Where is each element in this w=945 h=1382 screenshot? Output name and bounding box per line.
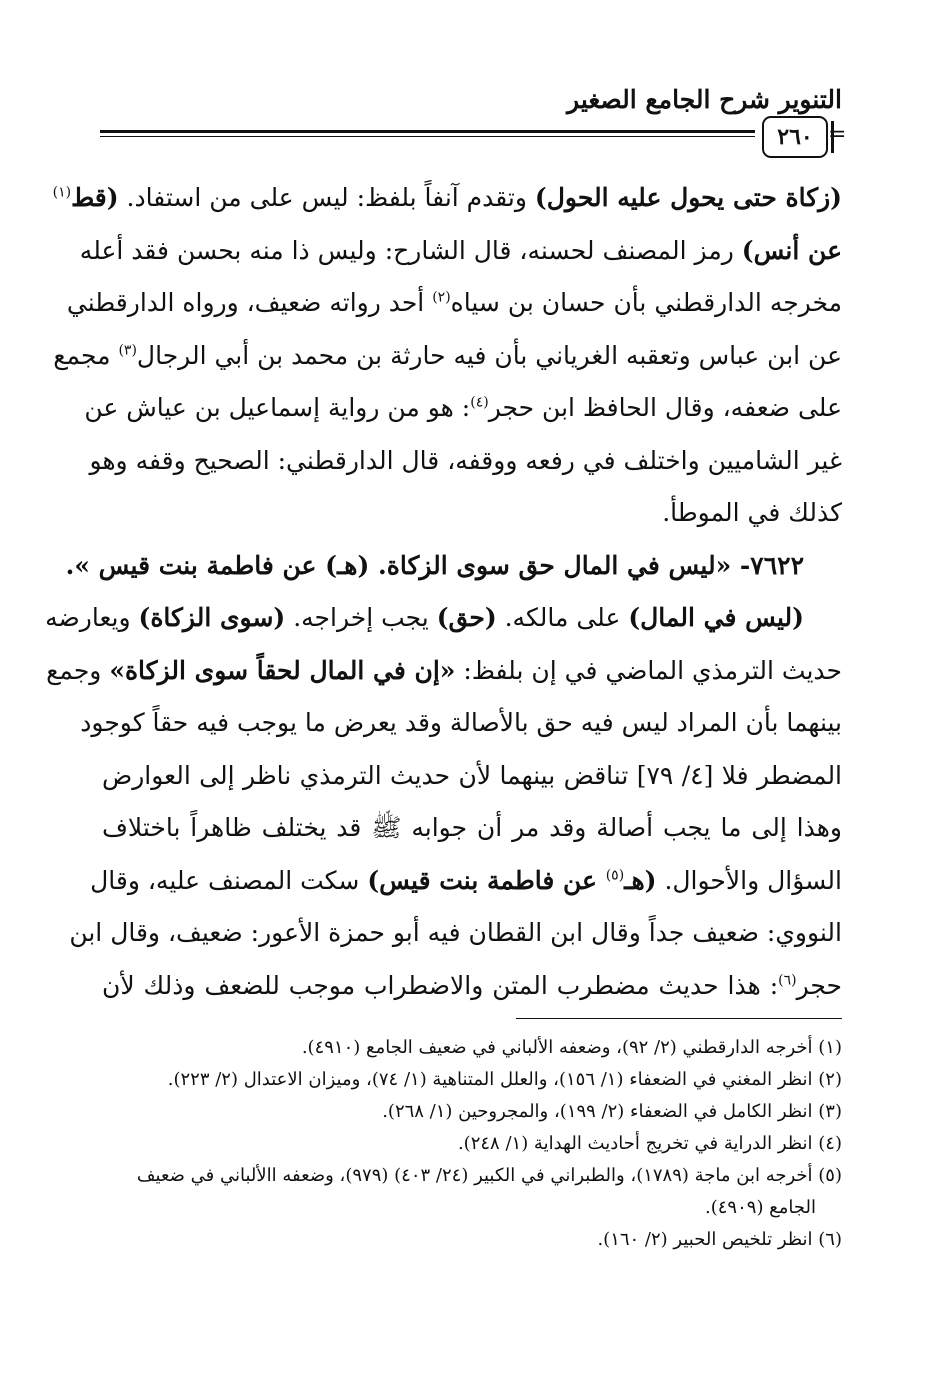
header-rule-thin — [100, 136, 755, 137]
text-line: بينهما بأن المراد ليس فيه حق بالأصالة وقد يعرض ما يوجب فيه حقاً كوجود — [80, 708, 842, 737]
text-line: عن أنس) رمز المصنف لحسنه، قال الشارح: وليس ذا منه بحسن فقد أعله — [79, 235, 842, 265]
text-line: وهذا إلى ما يجب أصالة وقد مر أن جوابه ﷺ قد يختلف ظاهراً باختلاف — [102, 813, 842, 842]
text-line: مخرجه الدارقطني بأن حسان بن سياه$^{(٢)}$ أحد رواته ضعيف، ورواه الدارقطني — [66, 288, 842, 317]
text-line: على ضعفه، وقال الحافظ ابن حجر$^{(٤)}$: هو من رواية إسماعيل بن عياش عن — [84, 393, 842, 422]
running-title: التنوير شرح الجامع الصغير — [567, 85, 842, 114]
footnote-marker: (٦) — [778, 972, 797, 989]
text-line: حديث الترمذي الماضي في إن بلفظ: «إن في المال لحقاً سوى الزكاة» وجمع — [46, 655, 842, 685]
header-ornament: = — [828, 122, 847, 147]
footnote-item: (١) أخرجه الدارقطني (٢/ ٩٢)، وضعفه الألباني في ضعيف الجامع (٤٩١٠). — [301, 1037, 842, 1058]
footnote-item: (٣) انظر الكامل في الضعفاء (٢/ ١٩٩)، والمجروحين (١/ ٢٦٨). — [382, 1101, 842, 1122]
text-line: عن ابن عباس وتعقبه الغرياني بأن فيه حارثة بن محمد بن أبي الرجال$^{(٣)}$ مجمع — [53, 340, 842, 370]
footnote-separator — [516, 1018, 842, 1019]
hadith-text: - «ليس في المال حق سوى الزكاة. (هـ) عن فاطمة بنت قيس ». — [65, 550, 751, 580]
hadith-entry — [65, 540, 842, 593]
footnote-item: (٤) انظر الدراية في تخريج أحاديث الهداية (١/ ٢٤٨). — [457, 1133, 842, 1154]
footnote-continuation: الجامع (٤٩٠٩). — [705, 1197, 816, 1218]
quoted-phrase: (زكاة حتى يحول عليه الحول) — [534, 183, 842, 212]
quoted-phrase: (حق) — [436, 603, 497, 632]
narrator: عن أنس) — [741, 235, 842, 265]
footnote-item: (٢) انظر المغني في الضعفاء (١/ ١٥٦)، والعلل المتناهية (١/ ٧٤)، وميزان الاعتدال (٢/ ٢٢٣). — [167, 1069, 842, 1090]
footnotes — [102, 1032, 842, 1256]
text-line: النووي: ضعيف جداً وقال ابن القطان فيه أبو حمزة الأعور: ضعيف، وقال ابن — [69, 918, 842, 947]
text-line: (ليس في المال) على مالكه. (حق) يجب إخراجه. (سوى الزكاة) ويعارضه — [45, 603, 804, 632]
hadith-number: ٧٦٢٢ — [750, 550, 804, 580]
quoted-hadith: «إن في المال لحقاً سوى الزكاة» — [109, 655, 456, 685]
main-text — [45, 172, 843, 1012]
footnote-marker: (٣) — [118, 342, 137, 359]
footnote-marker: (٤) — [470, 394, 489, 411]
footnote-item: (٥) أخرجه ابن ماجة (١٧٨٩)، والطبراني في الكبير (٢٤/ ٤٠٣) (٩٧٩)، وضعفه االألباني في ضعيف الجامع (٤٩٠٩). — [102, 1160, 842, 1224]
header-rule-thick — [100, 130, 755, 133]
footnote-marker: (٥) — [605, 867, 625, 884]
text-line: (زكاة حتى يحول عليه الحول) وتقدم آنفاً بلفظ: ليس على من استفاد. (قط$^{(١)}$ — [52, 183, 842, 212]
footnote-marker: (١) — [52, 184, 72, 201]
text-line: السؤال والأحوال. (هـ$^{(٥)}$ عن فاطمة بنت قيس) سكت المصنف عليه، وقال — [90, 865, 842, 895]
page-number: ٢٦٠ — [762, 116, 828, 158]
text-line: كذلك في الموطأ. — [662, 498, 842, 527]
text-line: غير الشاميين واختلف في رفعه ووقفه، قال الدارقطني: الصحيح وقفه وهو — [89, 445, 842, 475]
source-code: (قط — [71, 183, 119, 212]
source-code: (هـ — [624, 865, 657, 895]
footnote-marker: (٢) — [432, 289, 451, 306]
quoted-phrase: (ليس في المال) — [628, 603, 804, 632]
footnote-item: (٦) انظر تلخيص الحبير (٢/ ١٦٠). — [597, 1229, 842, 1250]
text-line: حجر$^{(٦)}$: هذا حديث مضطرب المتن والاضطراب موجب للضعف وذلك لأن — [102, 970, 842, 1000]
quoted-phrase: (سوى الزكاة) — [138, 603, 286, 632]
narrator: عن فاطمة بنت قيس) — [367, 865, 606, 895]
text-line: المضطر فلا [٤/ ٧٩] تناقض بينهما لأن حديث الترمذي ناظر إلى العوارض — [102, 760, 843, 790]
